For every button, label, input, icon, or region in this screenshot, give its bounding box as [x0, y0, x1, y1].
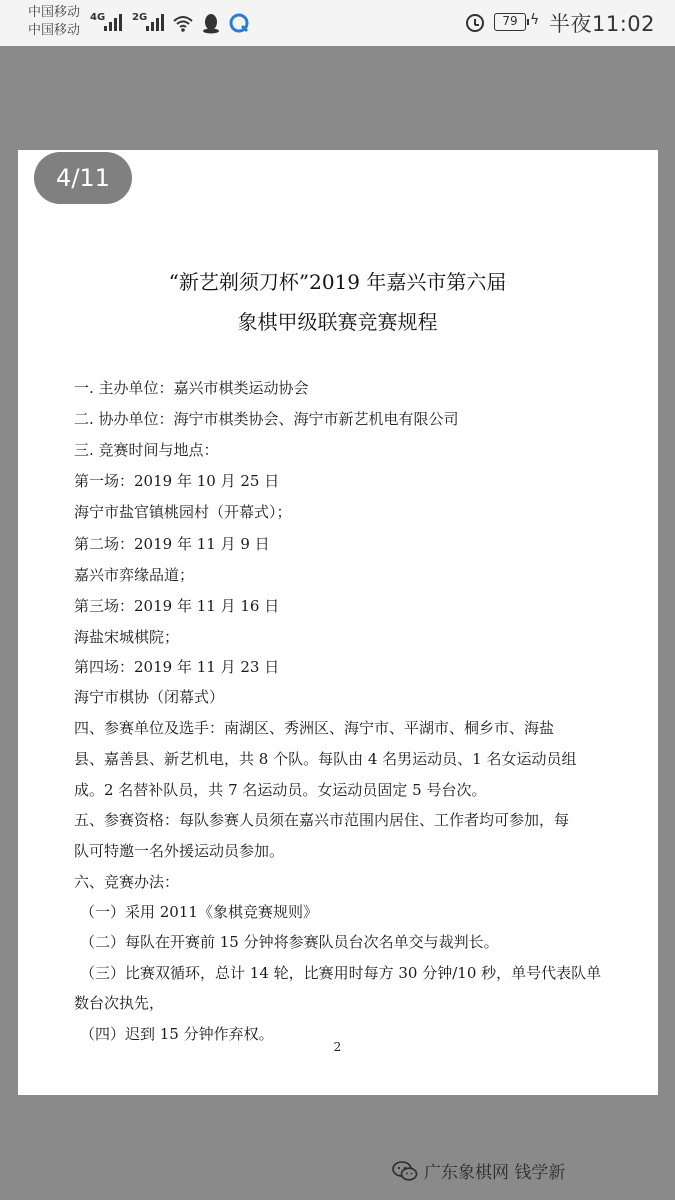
network-type-2: 2G [132, 12, 148, 23]
doc-line: 第一场：2019 年 10 月 25 日 [74, 472, 280, 490]
doc-line: 队可特邀一名外援运动员参加。 [74, 842, 285, 860]
doc-line: 数台次执先， [74, 994, 165, 1012]
qq-icon [200, 12, 222, 34]
status-bar [0, 0, 675, 46]
doc-line: 县、嘉善县、新艺机电，共 8 个队。每队由 4 名男运动员、1 名女运动员组 [74, 750, 577, 768]
network-type-1: 4G [90, 12, 106, 23]
wifi-icon [172, 12, 194, 34]
doc-line: 海盐宋城棋院； [74, 628, 180, 646]
carrier-labels [28, 4, 80, 40]
page-indicator: 4/11 [34, 152, 132, 204]
alarm-icon [466, 14, 484, 32]
document-title-line-2: 象棋甲级联赛竞赛规程 [237, 310, 438, 334]
doc-line: （四）迟到 15 分钟作弃权。 [80, 1025, 274, 1043]
watermark [392, 1158, 565, 1183]
doc-line: 第二场：2019 年 11 月 9 日 [74, 535, 270, 553]
wechat-icon [392, 1161, 418, 1181]
browser-icon [228, 12, 250, 34]
carrier-2: 中国移动 [28, 23, 81, 38]
doc-line: 四、参赛单位及选手：南湖区、秀洲区、海宁市、平湖市、桐乡市、海盐 [74, 719, 555, 737]
doc-line: 一. 主办单位：嘉兴市棋类运动协会 [74, 379, 309, 397]
doc-line: （三）比赛双循环，总计 14 轮，比赛用时每方 30 分钟/10 秒，单号代表队单 [80, 964, 602, 982]
doc-line: 六、竞赛办法： [74, 873, 180, 891]
doc-line: 成。2 名替补队员，共 7 名运动员。女运动员固定 5 号台次。 [74, 781, 487, 799]
signal-2-icon [146, 13, 164, 31]
doc-line: 嘉兴市弈缘品道； [74, 566, 195, 584]
doc-line: 海宁市棋协（闭幕式） [74, 688, 225, 706]
doc-line: 三. 竞赛时间与地点： [74, 441, 219, 459]
doc-line: 第四场：2019 年 11 月 23 日 [74, 658, 280, 676]
doc-line: （二）每队在开赛前 15 分钟将参赛队员台次名单交与裁判长。 [80, 933, 499, 951]
watermark-text: 广东象棋网 钱学新 [424, 1163, 566, 1183]
doc-line: 二. 协办单位：海宁市棋类协会、海宁市新艺机电有限公司 [74, 410, 459, 428]
doc-line: （一）采用 2011《象棋竞赛规则》 [80, 903, 318, 921]
doc-line: 五、参赛资格：每队参赛人员须在嘉兴市范围内居住、工作者均可参加，每 [74, 811, 570, 829]
doc-line: 海宁市盐官镇桃园村（开幕式）； [74, 503, 292, 521]
page-number: 2 [333, 1040, 342, 1054]
charging-icon: ϟ [530, 12, 540, 28]
signal-1-icon [104, 13, 122, 31]
document-title-line-1: “新艺剃须刀杯”2019 年嘉兴市第六届 [168, 270, 507, 294]
carrier-1: 中国移动 [28, 5, 81, 20]
doc-line: 第三场：2019 年 11 月 16 日 [74, 597, 280, 615]
clock-time: 半夜11:02 [549, 12, 656, 36]
battery-icon: 79 [494, 13, 526, 31]
